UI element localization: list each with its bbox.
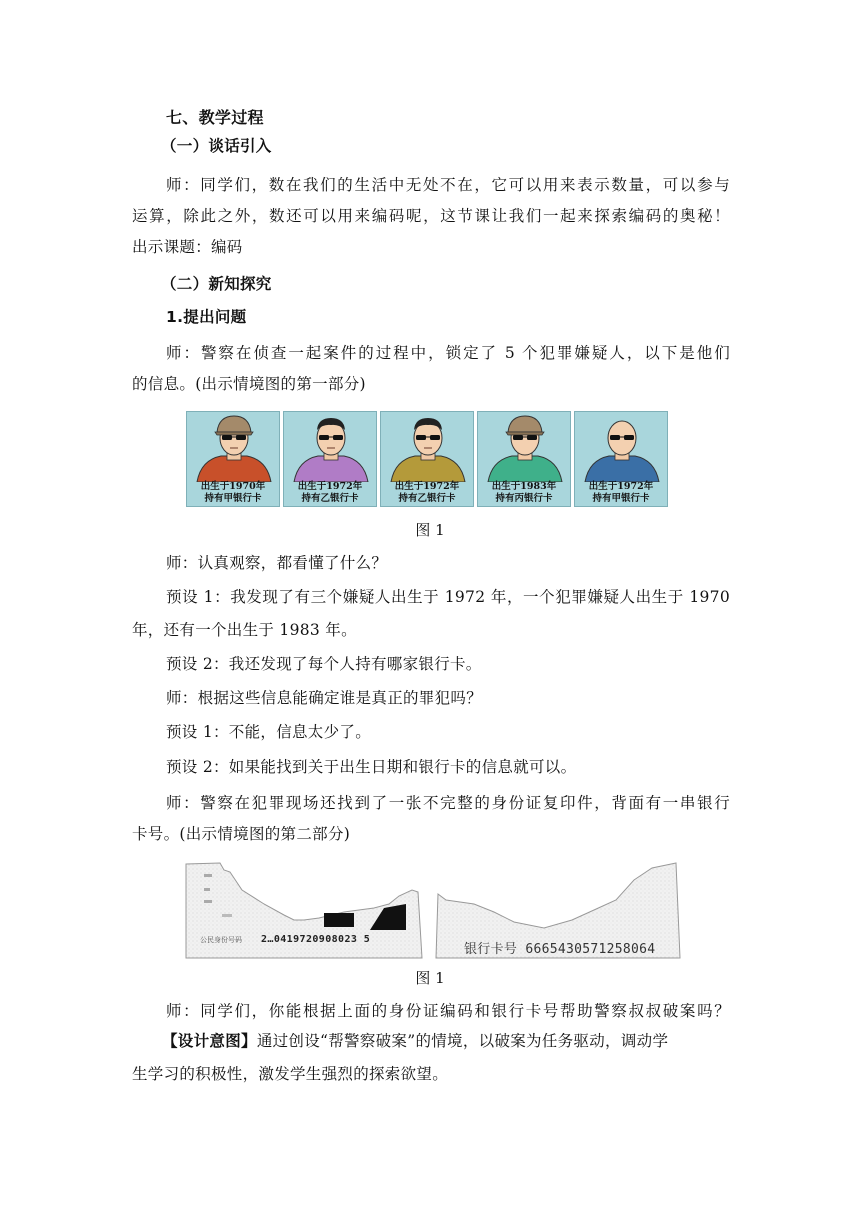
sub1-title: 1.提出问题 (166, 308, 247, 326)
suspect-portrait (478, 412, 571, 482)
suspect-bank-card: 持有丙银行卡 (495, 493, 553, 504)
part2-title: （二）新知探究 (161, 275, 272, 293)
dialog-line4: 预设 2：我还发现了每个人持有哪家银行卡。 (166, 655, 482, 673)
dialog-line7: 预设 2：如果能找到关于出生日期和银行卡的信息就可以。 (166, 758, 577, 776)
suspects-figure (186, 411, 668, 507)
suspect-birth-year: 出生于1970年 (200, 481, 266, 492)
suspect-portrait (381, 412, 474, 482)
suspect-bank-card: 持有甲银行卡 (592, 493, 650, 504)
para1-line1: 师：同学们，数在我们的生活中无处不在，它可以用来表示数量，可以参与 (166, 176, 730, 194)
part1-title: （一）谈话引入 (161, 137, 272, 155)
dialog-line9: 卡号。(出示情境图的第二部分) (132, 825, 351, 843)
suspect-bank-card: 持有乙银行卡 (301, 493, 359, 504)
suspect-card (574, 411, 668, 507)
evidence-figure (184, 860, 684, 960)
section-title: 七、教学过程 (166, 108, 264, 127)
suspect-portrait (284, 412, 377, 482)
closing-line: 师：同学们，你能根据上面的身份证编码和银行卡号帮助警察叔叔破案吗？ (166, 1002, 730, 1020)
figure1-caption: 图 1 (415, 521, 445, 539)
dialog-line1: 师：认真观察，都看懂了什么？ (166, 554, 388, 572)
suspect-birth-year: 出生于1972年 (588, 481, 654, 492)
para1-line2: 运算，除此之外，数还可以用来编码呢，这节课让我们一起来探索编码的奥秘！ (132, 207, 730, 225)
design-intent-label: 【设计意图】 (162, 1032, 257, 1050)
suspect-portrait (187, 412, 280, 482)
figure2-caption: 图 1 (415, 969, 445, 987)
suspect-card (477, 411, 571, 507)
id-label: 公民身份号码 (200, 936, 242, 944)
suspect-birth-year: 出生于1972年 (297, 481, 363, 492)
suspect-birth-year: 出生于1972年 (394, 481, 460, 492)
suspect-bank-card: 持有甲银行卡 (204, 493, 262, 504)
suspect-bank-card: 持有乙银行卡 (398, 493, 456, 504)
para2-line2: 的信息。(出示情境图的第一部分) (132, 375, 366, 393)
suspect-portrait (575, 412, 668, 482)
dialog-line5: 师：根据这些信息能确定谁是真正的罪犯吗？ (166, 689, 483, 707)
dialog-line3: 年，还有一个出生于 1983 年。 (132, 621, 357, 639)
suspect-card (186, 411, 280, 507)
dialog-line8: 师：警察在犯罪现场还找到了一张不完整的身份证复印件，背面有一串银行 (166, 794, 730, 812)
suspect-card (380, 411, 474, 507)
id-number: 2…0419720908023 5 (261, 934, 371, 945)
bank-card-number: 银行卡号 6665430571258064 (464, 942, 656, 957)
suspect-birth-year: 出生于1983年 (491, 481, 557, 492)
design-intent-text1: 通过创设“帮警察破案”的情境，以破案为任务驱动，调动学 (256, 1032, 669, 1050)
para1-line3: 出示课题：编码 (132, 238, 243, 256)
suspect-card (283, 411, 377, 507)
para2-line1: 师：警察在侦查一起案件的过程中，锁定了 5 个犯罪嫌疑人，以下是他们 (166, 344, 730, 362)
design-intent-line1 (162, 1030, 668, 1052)
dialog-line2: 预设 1：我发现了有三个嫌疑人出生于 1972 年，一个犯罪嫌疑人出生于 1970 (166, 588, 730, 606)
dialog-line6: 预设 1：不能，信息太少了。 (166, 723, 371, 741)
design-intent-line2: 生学习的积极性，激发学生强烈的探索欲望。 (132, 1065, 449, 1083)
